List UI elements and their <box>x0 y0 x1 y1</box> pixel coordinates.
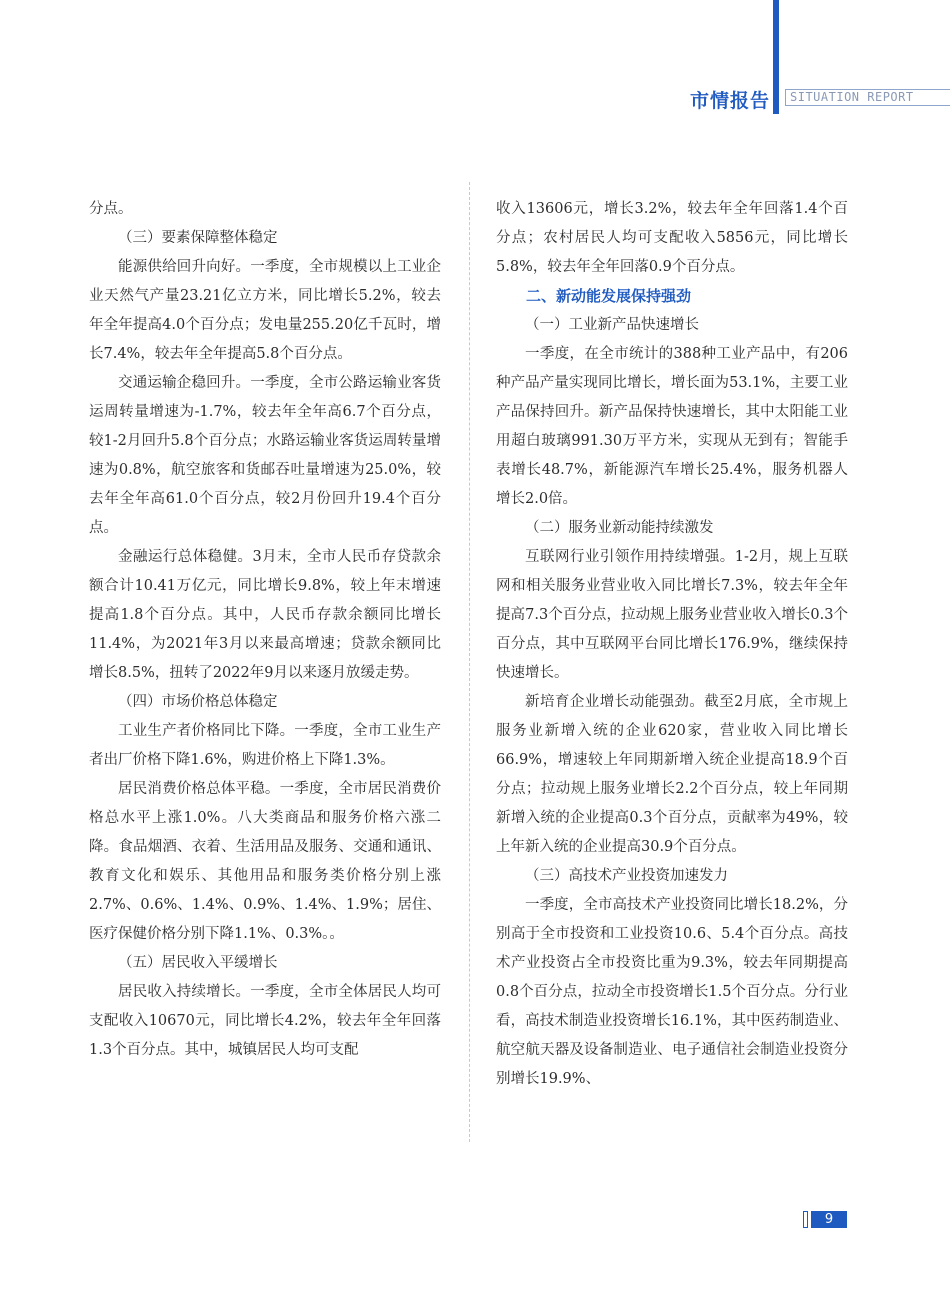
paragraph: 居民消费价格总体平稳。一季度，全市居民消费价格总水平上涨1.0%。八大类商品和服务价格六涨二降。食品烟酒、衣着、生活用品及服务、交通和通讯、教育文化和娱乐、其他用品和服务类价格分别上涨2.7%、0.6%、1.4%、0.9%、1.4%、1.9%；居住、医疗保健价格分别下降1.1%、0.3%。。 <box>89 781 441 942</box>
page-number-box <box>803 1211 847 1228</box>
paragraph: 收入13606元，增长3.2%，较去年全年回落1.4个百分点；农村居民人均可支配收入5856元，同比增长5.8%，较去年全年回落0.9个百分点。 <box>496 201 848 275</box>
column-divider <box>469 182 470 1142</box>
paragraph: 新培育企业增长动能强劲。截至2月底，全市规上服务业新增入统的企业620家，营业收入同比增长66.9%，增速较上年同期新增入统企业提高18.9个百分点；拉动规上服务业增长2.2个百分点，较上年同期新增入统的企业提高0.3个百分点，贡献率为49%，较上年新入统的企业提高30.9个百分点。 <box>496 694 848 855</box>
paragraph: 能源供给回升向好。一季度，全市规模以上工业企业天然气产量23.21亿立方米，同比增长5.2%，较去年全年提高4.0个百分点；发电量255.20亿千瓦时，增长7.4%，较去年全年提高5.8个百分点。 <box>89 259 441 362</box>
left-column <box>89 195 441 1065</box>
subheading: （四）市场价格总体稳定 <box>118 694 278 710</box>
page-number: 9 <box>811 1211 847 1228</box>
header-accent-bar <box>773 0 779 114</box>
section-subtitle: SITUATION REPORT <box>785 89 950 106</box>
subheading: （二）服务业新动能持续激发 <box>525 520 714 536</box>
paragraph: 互联网行业引领作用持续增强。1-2月，规上互联网和相关服务业营业收入同比增长7.3%，较去年全年提高7.3个百分点，拉动规上服务业营业收入增长0.3个百分点，其中互联网平台同比增长176.9%，继续保持快速增长。 <box>496 549 848 681</box>
subheading: （三）要素保障整体稳定 <box>118 230 278 246</box>
paragraph: 工业生产者价格同比下降。一季度，全市工业生产者出厂价格下降1.6%，购进价格上下降1.3%。 <box>89 723 441 768</box>
paragraph: 金融运行总体稳健。3月末，全市人民币存贷款余额合计10.41万亿元，同比增长9.8%，较上年末增速提高1.8个百分点。其中，人民币存款余额同比增长11.4%，为2021年3月以来最高增速；贷款余额同比增长8.5%，扭转了2022年9月以来逐月放缓走势。 <box>89 549 441 681</box>
section-title: 市情报告 <box>690 90 771 112</box>
subheading: （一）工业新产品快速增长 <box>525 317 699 333</box>
paragraph: 一季度，在全市统计的388种工业产品中，有206种产品产量实现同比增长，增长面为53.1%，主要工业产品保持回升。新产品保持快速增长，其中太阳能工业用超白玻璃991.30万平方米，实现从无到有；智能手表增长48.7%，新能源汽车增长25.4%，服务机器人增长2.0倍。 <box>496 346 848 507</box>
paragraph: 居民收入持续增长。一季度，全市全体居民人均可支配收入10670元，同比增长4.2%，较去年全年回落1.3个百分点。其中，城镇居民人均可支配 <box>89 984 441 1058</box>
right-column <box>496 195 848 1094</box>
paragraph: 一季度，全市高技术产业投资同比增长18.2%，分别高于全市投资和工业投资10.6、5.4个百分点。高技术产业投资占全市投资比重为9.3%，较去年同期提高0.8个百分点，拉动全市投资增长1.5个百分点。分行业看，高技术制造业投资增长16.1%，其中医药制造业、航空航天器及设备制造业、电子通信社会制造业投资分别增长19.9%、 <box>496 897 848 1087</box>
page-number-mark <box>803 1211 808 1228</box>
paragraph: 交通运输企稳回升。一季度，全市公路运输业客货运周转量增速为-1.7%，较去年全年高6.7个百分点，较1-2月回升5.8个百分点；水路运输业客货运周转量增速为0.8%，航空旅客和货邮吞吐量增速为25.0%，较去年全年高61.0个百分点，较2月份回升19.4个百分点。 <box>89 375 441 536</box>
subheading: （五）居民收入平缓增长 <box>118 955 278 971</box>
section-heading: 二、新动能发展保持强劲 <box>526 287 692 305</box>
paragraph: 分点。 <box>89 201 133 217</box>
subheading: （三）高技术产业投资加速发力 <box>525 868 728 884</box>
